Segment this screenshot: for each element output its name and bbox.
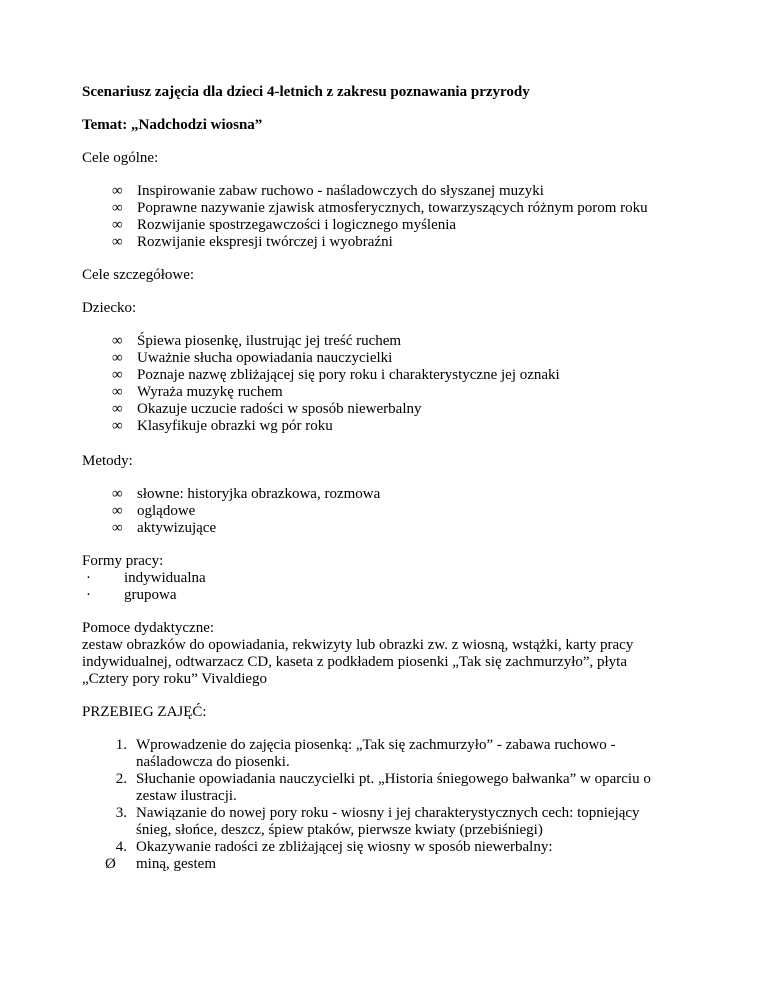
- teaching-aids-line: „Cztery pory roku” Vivaldiego: [82, 671, 268, 687]
- item-number: 4.: [115, 839, 127, 855]
- bullet-glyph: ∞: [112, 333, 123, 349]
- bullet-glyph: ∞: [112, 503, 123, 519]
- bullet-glyph: ·: [86, 570, 91, 586]
- list-item-text: aktywizujące: [137, 520, 217, 536]
- bullet-glyph: ∞: [112, 183, 123, 199]
- child-label: Dziecko:: [82, 300, 137, 316]
- bullet-glyph: ·: [86, 587, 91, 603]
- bullet-glyph: ∞: [112, 520, 123, 536]
- specific-goals-label: Cele szczegółowe:: [82, 267, 195, 283]
- item-text: śnieg, słońce, deszcz, śpiew ptaków, pierwsze kwiaty (przebiśniegi): [136, 822, 543, 838]
- bullet-glyph: ∞: [112, 350, 123, 366]
- list-item-text: Inspirowanie zabaw ruchowo - naśladowczych do słyszanej muzyki: [137, 183, 544, 199]
- list-item-text: Okazuje uczucie radości w sposób niewerbalny: [137, 401, 422, 417]
- item-text: Wprowadzenie do zajęcia piosenką: „Tak się zachmurzyło” - zabawa ruchowo -: [136, 737, 616, 753]
- item-text: Nawiązanie do nowej pory roku - wiosny i jej charakterystycznych cech: topniejący: [136, 805, 640, 821]
- list-item-text: Rozwijanie spostrzegawczości i logicznego myślenia: [137, 217, 457, 233]
- general-goals-label: Cele ogólne:: [82, 150, 159, 166]
- item-text: zestaw ilustracji.: [136, 788, 237, 804]
- methods-label: Metody:: [82, 453, 133, 469]
- bullet-glyph: ∞: [112, 217, 123, 233]
- list-item-text: Uważnie słucha opowiadania nauczycielki: [137, 350, 393, 366]
- sub-item-text: miną, gestem: [136, 856, 216, 872]
- list-item-text: Klasyfikuje obrazki wg pór roku: [137, 418, 333, 434]
- list-item-text: grupowa: [124, 587, 177, 603]
- item-text: Okazywanie radości ze zbliżającej się wiosny w sposób niewerbalny:: [136, 839, 553, 855]
- topic-heading: Temat: „Nadchodzi wiosna”: [82, 117, 263, 133]
- list-item-text: Poznaje nazwę zbliżającej się pory roku i charakterystyczne jej oznaki: [137, 367, 560, 383]
- list-item-text: Poprawne nazywanie zjawisk atmosferycznych, towarzyszących różnym porom roku: [137, 200, 648, 216]
- teaching-aids-line: zestaw obrazków do opowiadania, rekwizyty lub obrazki zw. z wiosną, wstążki, karty pracy: [82, 637, 634, 653]
- bullet-glyph: ∞: [112, 401, 123, 417]
- bullet-glyph: ∞: [112, 486, 123, 502]
- list-item-text: Wyraża muzykę ruchem: [137, 384, 283, 400]
- bullet-glyph: ∞: [112, 384, 123, 400]
- list-item-text: oglądowe: [137, 503, 196, 519]
- item-number: 3.: [115, 805, 127, 821]
- item-text: Słuchanie opowiadania nauczycielki pt. „Historia śniegowego bałwanka” w oparciu o: [136, 771, 651, 787]
- list-item-text: Rozwijanie ekspresji twórczej i wyobraźni: [137, 234, 393, 250]
- course-heading: PRZEBIEG ZAJĘĆ:: [82, 704, 207, 720]
- bullet-glyph: ∞: [112, 367, 123, 383]
- item-text: naśladowcza do piosenki.: [136, 754, 290, 770]
- teaching-aids-label: Pomoce dydaktyczne:: [82, 620, 215, 636]
- list-item-text: Śpiewa piosenkę, ilustrując jej treść ruchem: [137, 333, 402, 349]
- document-title: Scenariusz zajęcia dla dzieci 4-letnich z zakresu poznawania przyrody: [82, 84, 530, 100]
- list-item-text: słowne: historyjka obrazkowa, rozmowa: [137, 486, 381, 502]
- work-forms-label: Formy pracy:: [82, 553, 164, 569]
- bullet-glyph: ∞: [112, 200, 123, 216]
- arrow-bullet-glyph: Ø: [105, 856, 116, 872]
- bullet-glyph: ∞: [112, 234, 123, 250]
- item-number: 1.: [115, 737, 127, 753]
- teaching-aids-line: indywidualnej, odtwarzacz CD, kaseta z podkładem piosenki „Tak się zachmurzyło”, płyta: [82, 654, 628, 670]
- item-number: 2.: [115, 771, 127, 787]
- bullet-glyph: ∞: [112, 418, 123, 434]
- list-item-text: indywidualna: [124, 570, 206, 586]
